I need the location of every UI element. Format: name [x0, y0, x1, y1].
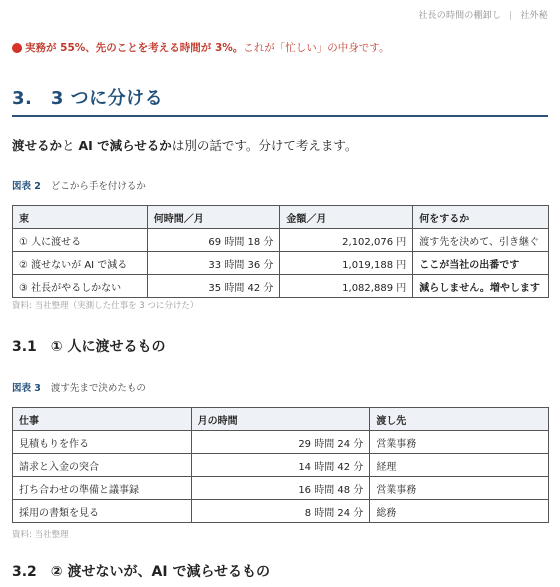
document-title: 社長の時間の棚卸し	[418, 11, 502, 21]
table-cell: 1,082,889 円	[280, 275, 413, 298]
para-text-1: と	[62, 138, 79, 153]
table-cell: ③ 社長がやるしかない	[13, 275, 148, 298]
table-row	[13, 431, 549, 454]
column-header: 月の時間	[191, 408, 370, 431]
confidential-label: 社外秘	[520, 11, 548, 21]
para-bold-2: AI で減らせるか	[78, 138, 172, 153]
table-row	[13, 275, 549, 298]
figure-3-caption	[12, 380, 146, 394]
table-row	[13, 252, 549, 275]
table-cell: 8 時間 24 分	[191, 500, 370, 523]
figure-2-caption	[12, 178, 146, 192]
table-cell: 営業事務	[370, 431, 549, 454]
alert-rest: これが「忙しい」の中身です。	[243, 42, 390, 54]
table-cell: 29 時間 24 分	[191, 431, 370, 454]
table-cell: 35 時間 42 分	[147, 275, 280, 298]
table-cell: 渡す先を決めて、引き継ぐ	[413, 229, 549, 252]
table-cell: 請求と入金の突合	[13, 454, 192, 477]
column-header: 仕事	[13, 408, 192, 431]
table-cell: 見積もりを作る	[13, 431, 192, 454]
figure-2-source: 資料: 当社整理（実測した仕事を 3 つに分けた）	[12, 301, 199, 311]
key-finding-alert	[12, 40, 389, 55]
table-cell: 経理	[370, 454, 549, 477]
table-cell: 減らしません。増やします	[413, 275, 549, 298]
column-header: 渡し先	[370, 408, 549, 431]
table-cell: 14 時間 42 分	[191, 454, 370, 477]
column-header: 何をするか	[413, 206, 549, 229]
table-header-row	[13, 206, 549, 229]
table-row	[13, 454, 549, 477]
table-cell: 1,019,188 円	[280, 252, 413, 275]
table-cell: ② 渡せないが AI で減る	[13, 252, 148, 275]
intro-paragraph	[12, 136, 357, 154]
figure-3-source: 資料: 当社整理	[12, 530, 69, 540]
table-cell: ① 人に渡せる	[13, 229, 148, 252]
column-header: 何時間／月	[147, 206, 280, 229]
alert-emphasis: 実務が 55%、先のことを考える時間が 3%。	[25, 42, 244, 54]
figure-2-table	[12, 205, 549, 298]
table-row	[13, 500, 549, 523]
section-title: 3. 3 つに分ける	[12, 88, 164, 109]
table-cell: ここが当社の出番です	[413, 252, 549, 275]
figure-2-text: どこから手を付けるか	[50, 181, 146, 192]
figure-3-text: 渡す先まで決めたもの	[50, 383, 146, 394]
document-header	[418, 8, 548, 21]
table-row	[13, 229, 549, 252]
table-header-row	[13, 408, 549, 431]
table-cell: 営業事務	[370, 477, 549, 500]
table-cell: 33 時間 36 分	[147, 252, 280, 275]
table-cell: 総務	[370, 500, 549, 523]
para-text-2: は別の話です。分けて考えます。	[171, 138, 358, 153]
table-cell: 16 時間 48 分	[191, 477, 370, 500]
header-separator: |	[509, 11, 513, 21]
column-header: 束	[13, 206, 148, 229]
figure-2-number: 図表 2	[12, 181, 41, 192]
subsection-3-2-title: 3.2 ② 渡せないが、AI で減らせるもの	[12, 564, 271, 580]
subsection-3-1-title: 3.1 ① 人に渡せるもの	[12, 339, 166, 355]
table-cell: 打ち合わせの準備と議事録	[13, 477, 192, 500]
figure-3-table	[12, 407, 549, 523]
section-divider	[12, 115, 548, 117]
column-header: 金額／月	[280, 206, 413, 229]
table-cell: 採用の書類を見る	[13, 500, 192, 523]
table-row	[13, 477, 549, 500]
para-bold-1: 渡せるか	[12, 138, 63, 153]
red-circle-icon	[12, 43, 22, 53]
figure-3-number: 図表 3	[12, 383, 41, 394]
table-cell: 69 時間 18 分	[147, 229, 280, 252]
table-cell: 2,102,076 円	[280, 229, 413, 252]
